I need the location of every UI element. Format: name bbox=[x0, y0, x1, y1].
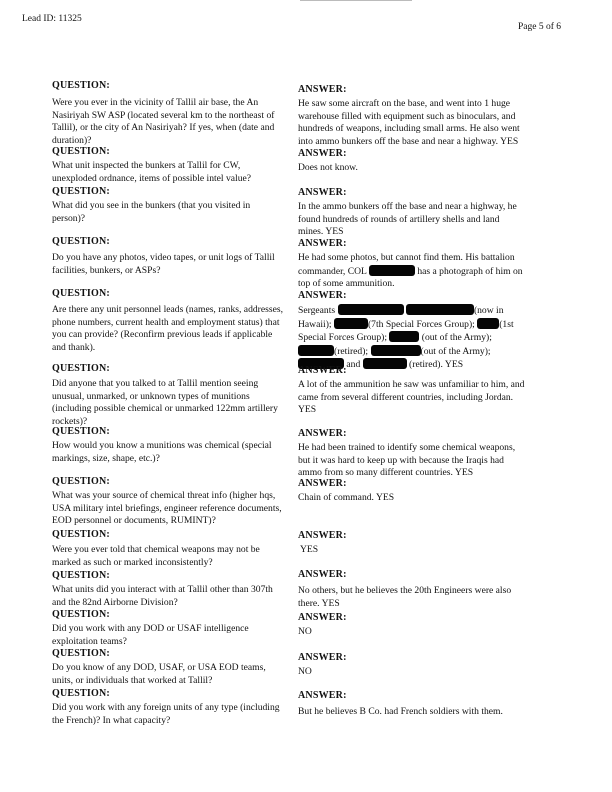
answer-label: ANSWER: bbox=[298, 365, 347, 376]
answer-text-11: NO bbox=[298, 626, 312, 637]
question-label: QUESTION: bbox=[52, 529, 110, 540]
question-text-4: Do you have any photos, video tapes, or unit logs of Tallil facilities, bunkers, or ASPs? bbox=[52, 252, 275, 276]
answer-text-2: Does not know. bbox=[298, 162, 358, 173]
redaction-bar bbox=[389, 331, 419, 342]
redaction-bar bbox=[477, 318, 499, 329]
question-text-2: What unit inspected the bunkers at Tallil for CW, unexploded ordnance, items of possible intel value? bbox=[52, 160, 252, 184]
answer-label: ANSWER: bbox=[298, 428, 347, 439]
answer-text-12: NO bbox=[298, 666, 312, 677]
answer-text-8: Chain of command. YES bbox=[298, 492, 395, 503]
answer-text-6: A lot of the ammunition he saw was unfamiliar to him, and came from several different countries, including Jordan. YES bbox=[298, 379, 525, 415]
answer-label: ANSWER: bbox=[298, 530, 347, 541]
question-text-6: Did anyone that you talked to at Tallil mention seeing unusual, unmarked, or unknown types of munitions (including possible chemical or unmarked 122mm artillery rockets)? bbox=[52, 378, 278, 427]
answer-text-4: He had some photos, but cannot find them. His battalion commander, COL has a photograph of him on top of some ammunition. bbox=[298, 252, 523, 289]
question-label: QUESTION: bbox=[52, 80, 110, 91]
page-number: Page 5 of 6 bbox=[518, 22, 562, 32]
question-text-12: Do you know of any DOD, USAF, or USA EOD teams, units, or individuals that worked at Tallil? bbox=[52, 662, 266, 686]
question-text-11: Did you work with any DOD or USAF intelligence exploitation teams? bbox=[52, 623, 249, 647]
answer-label: ANSWER: bbox=[298, 290, 347, 301]
answer-label: ANSWER: bbox=[298, 478, 347, 489]
question-text-9: Were you ever told that chemical weapons may not be marked as such or marked inconsistently? bbox=[52, 544, 260, 568]
question-text-8: What was your source of chemical threat info (higher hqs, USA military intel briefings, engineer reference documents, EOD personnel or documents, RUMINT)? bbox=[52, 490, 282, 526]
answer-label: ANSWER: bbox=[298, 569, 347, 580]
answer-text-1: He saw some aircraft on the base, and went into 1 huge warehouse filled with equipment such as binoculars, and hundreds of weapons, including small arms. He also went into ammo bunkers off the base and near a highway. YES bbox=[298, 98, 520, 147]
answer-label: ANSWER: bbox=[298, 84, 347, 95]
question-label: QUESTION: bbox=[52, 426, 110, 437]
question-label: QUESTION: bbox=[52, 288, 110, 299]
answer-text-13: But he believes B Co. had French soldiers with them. bbox=[298, 706, 503, 717]
redaction-bar bbox=[371, 345, 421, 356]
scan-line bbox=[300, 0, 412, 1]
answer-label: ANSWER: bbox=[298, 187, 347, 198]
answer-label: ANSWER: bbox=[298, 238, 347, 249]
question-text-10: What units did you interact with at Tallil other than 307th and the 82nd Airborne Division? bbox=[52, 584, 273, 608]
question-label: QUESTION: bbox=[52, 570, 110, 581]
answer-text-9: YES bbox=[300, 544, 319, 555]
question-text-7: How would you know a munitions was chemical (special markings, size, shape, etc.)? bbox=[52, 440, 272, 464]
answer-label: ANSWER: bbox=[298, 652, 347, 663]
question-label: QUESTION: bbox=[52, 688, 110, 699]
question-label: QUESTION: bbox=[52, 648, 110, 659]
answer-label: ANSWER: bbox=[298, 148, 347, 159]
question-label: QUESTION: bbox=[52, 609, 110, 620]
redaction-bar bbox=[406, 304, 474, 315]
question-text-3: What did you see in the bunkers (that you visited in person)? bbox=[52, 200, 251, 224]
answer-label: ANSWER: bbox=[298, 690, 347, 701]
lead-id: Lead ID: 11325 bbox=[22, 14, 82, 24]
answer-text-5: Sergeants (now in Hawaii); (7th Special Forces Group); (1st Special Forces Group); (out of the Army); (retired); (out of the Army); and (retired). YES bbox=[298, 305, 514, 370]
redaction-bar bbox=[334, 318, 368, 329]
answer-text-10: No others, but he believes the 20th Engineers were also there. YES bbox=[298, 585, 512, 609]
answer-text-7: He had been trained to identify some chemical weapons, but it was hard to keep up with because the Iraqis had ammo from so many different countries. YES bbox=[298, 442, 516, 478]
question-text-5: Are there any unit personnel leads (names, ranks, addresses, phone numbers, current health and employment status) that you can provide? (Reconfirm previous leads if applicable and thank). bbox=[52, 304, 283, 353]
question-text-13: Did you work with any foreign units of any type (including the French)? In what capacity? bbox=[52, 702, 280, 726]
redaction-bar bbox=[298, 345, 334, 356]
question-label: QUESTION: bbox=[52, 363, 110, 374]
question-label: QUESTION: bbox=[52, 146, 110, 157]
answer-label: ANSWER: bbox=[298, 612, 347, 623]
question-label: QUESTION: bbox=[52, 476, 110, 487]
question-text-1: Were you ever in the vicinity of Tallil air base, the An Nasiriyah SW ASP (located several km to the northeast of Tallil), or the city of An Nasiriyah? If yes, when (date and duration)? bbox=[52, 97, 275, 146]
redaction-bar bbox=[369, 265, 415, 276]
answer-text-3: In the ammo bunkers off the base and near a highway, he found hundreds of rounds of artillery shells and land mines. YES bbox=[298, 201, 517, 237]
question-label: QUESTION: bbox=[52, 236, 110, 247]
question-label: QUESTION: bbox=[52, 186, 110, 197]
redaction-bar bbox=[338, 304, 404, 315]
